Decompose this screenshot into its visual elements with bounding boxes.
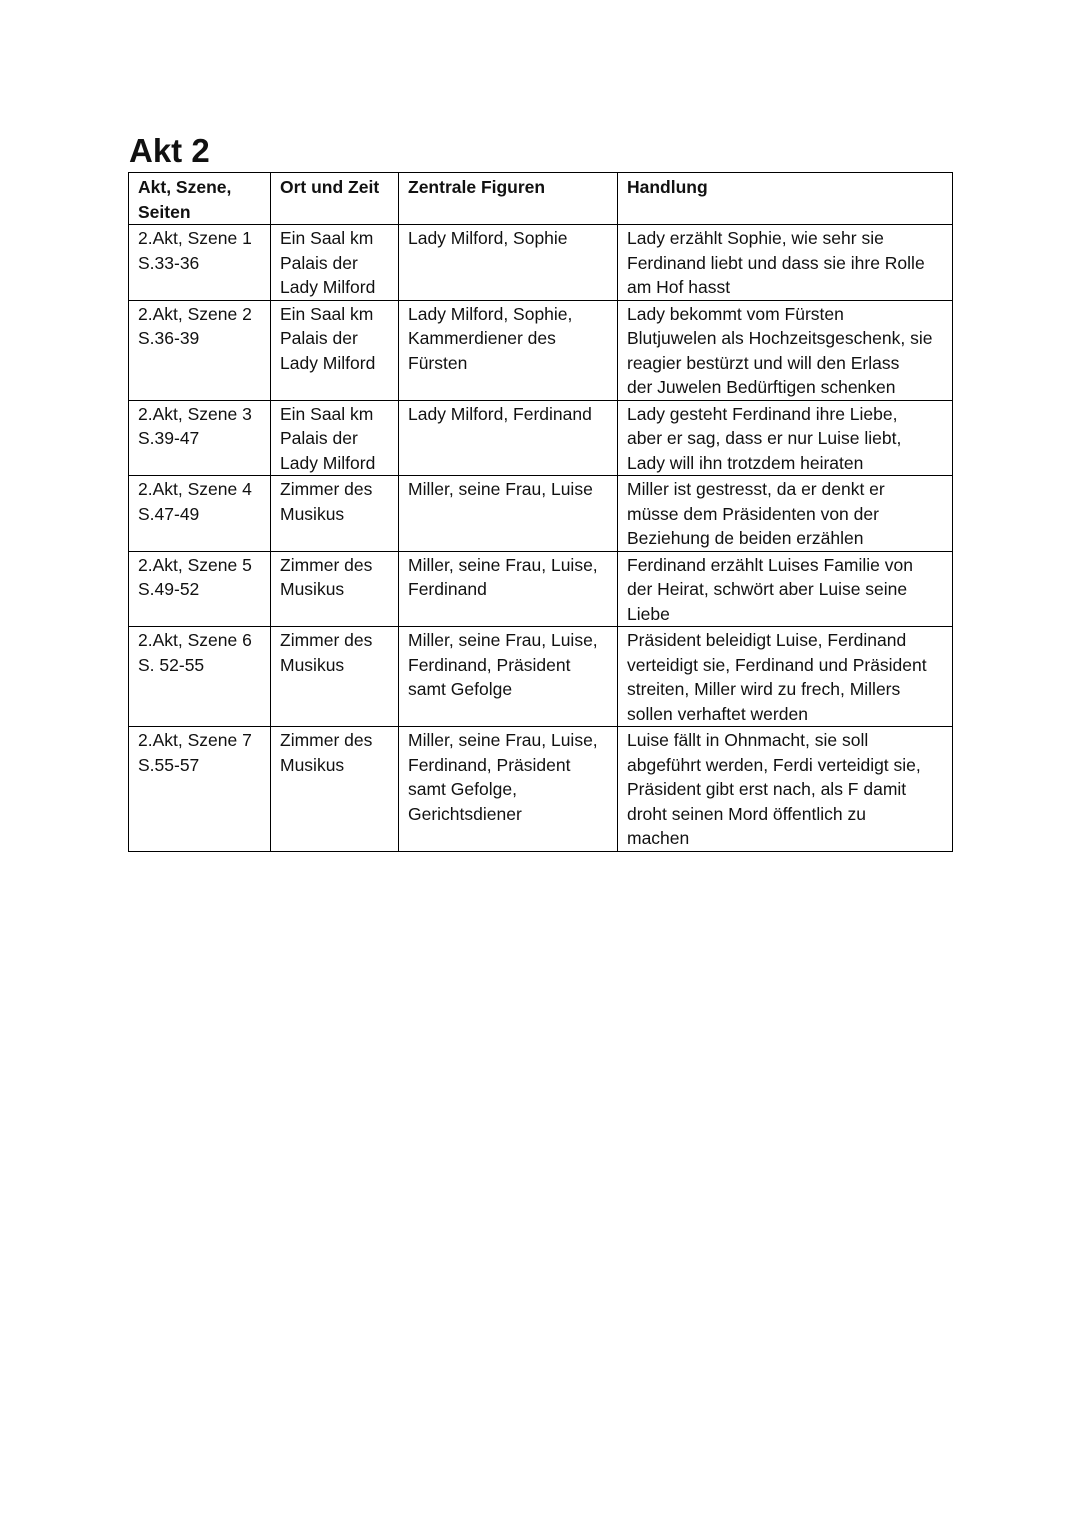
cell-figures <box>399 476 618 552</box>
cell-plot-line: verteidigt sie, Ferdinand und Präsident <box>627 654 927 675</box>
cell-place <box>271 225 399 301</box>
cell-place <box>271 476 399 552</box>
cell-figures <box>399 727 618 852</box>
cell-place-line: Palais der <box>280 328 358 348</box>
cell-figures-line: Lady Milford, Ferdinand <box>408 403 592 424</box>
cell-plot-line: Ferdinand erzählt Luises Familie von <box>627 554 913 575</box>
cell-plot <box>618 551 953 627</box>
column-header-place-line: Ort und Zeit <box>280 177 380 197</box>
cell-figures-line: Ferdinand <box>408 579 487 599</box>
cell-scene-line: 2.Akt, Szene 2 <box>138 303 252 324</box>
table-header-row <box>129 173 953 225</box>
cell-figures-line: Gerichtsdiener <box>408 803 522 824</box>
cell-scene-line: 2.Akt, Szene 5 <box>138 554 252 575</box>
column-header-scene-line: Akt, Szene, <box>138 177 232 197</box>
cell-plot-line: machen <box>627 828 690 848</box>
cell-plot-line: Luise fällt in Ohnmacht, sie soll <box>627 730 869 750</box>
cell-figures-line: Lady Milford, Sophie <box>408 228 568 248</box>
cell-place-line: Zimmer des <box>280 479 373 499</box>
cell-plot-line: aber er sag, dass er nur Luise liebt, <box>627 428 902 448</box>
column-header-plot-line: Handlung <box>627 177 708 197</box>
cell-plot-line: müsse dem Präsidenten von der <box>627 503 879 524</box>
cell-scene-line: S.33-36 <box>138 252 200 273</box>
cell-figures <box>399 225 618 301</box>
cell-plot-line: abgeführt werden, Ferdi verteidigt sie, <box>627 754 921 775</box>
cell-place-line: Zimmer des <box>280 554 373 575</box>
cell-plot <box>618 400 953 476</box>
cell-scene-line: S.39-47 <box>138 428 200 448</box>
table-row <box>129 225 953 301</box>
cell-figures-line: Kammerdiener des <box>408 328 556 348</box>
cell-plot-line: der Heirat, schwört aber Luise seine <box>627 579 908 599</box>
cell-place-line: Musikus <box>280 754 345 775</box>
table-row <box>129 551 953 627</box>
cell-plot <box>618 225 953 301</box>
cell-place <box>271 551 399 627</box>
cell-place-line: Musikus <box>280 654 345 675</box>
cell-plot-line: Beziehung de beiden erzählen <box>627 528 864 548</box>
cell-figures-line: Ferdinand, Präsident <box>408 654 571 675</box>
cell-place-line: Musikus <box>280 579 345 599</box>
cell-scene-line: S.47-49 <box>138 503 200 524</box>
cell-figures <box>399 551 618 627</box>
cell-plot-line: Ferdinand liebt und dass sie ihre Rolle <box>627 252 925 273</box>
cell-figures-line: Fürsten <box>408 352 468 373</box>
cell-plot-line: Lady gesteht Ferdinand ihre Liebe, <box>627 403 898 424</box>
cell-scene-line: 2.Akt, Szene 4 <box>138 479 252 499</box>
table-row <box>129 727 953 852</box>
cell-place-line: Musikus <box>280 503 345 524</box>
cell-figures-line: samt Gefolge, <box>408 779 517 799</box>
cell-scene-line: S.49-52 <box>138 579 200 599</box>
cell-plot-line: sollen verhaftet werden <box>627 703 808 724</box>
cell-place-line: Ein Saal km <box>280 403 374 424</box>
cell-plot-line: Präsident gibt erst nach, als F damit <box>627 779 907 799</box>
cell-scene-line: S.36-39 <box>138 328 200 348</box>
cell-plot <box>618 627 953 727</box>
cell-place <box>271 400 399 476</box>
cell-plot <box>618 476 953 552</box>
column-header-figures <box>399 173 618 225</box>
cell-scene <box>129 627 271 727</box>
cell-plot <box>618 727 953 852</box>
cell-plot-line: reagier bestürzt und will den Erlass <box>627 352 900 373</box>
cell-scene-line: 2.Akt, Szene 6 <box>138 630 252 650</box>
cell-scene <box>129 476 271 552</box>
cell-figures-line: Lady Milford, Sophie, <box>408 303 573 324</box>
page-title: Akt 2 <box>129 132 210 169</box>
cell-scene <box>129 551 271 627</box>
table-row <box>129 300 953 400</box>
cell-place-line: Palais der <box>280 428 358 448</box>
cell-figures-line: Miller, seine Frau, Luise, <box>408 630 598 650</box>
cell-figures-line: Ferdinand, Präsident <box>408 754 571 775</box>
cell-plot-line: Präsident beleidigt Luise, Ferdinand <box>627 630 907 650</box>
cell-place-line: Ein Saal km <box>280 228 374 248</box>
cell-place-line: Palais der <box>280 252 358 273</box>
cell-scene-line: 2.Akt, Szene 1 <box>138 228 252 248</box>
cell-place <box>271 727 399 852</box>
column-header-figures-line: Zentrale Figuren <box>408 177 546 197</box>
scene-summary-table <box>128 172 953 852</box>
cell-place-line: Zimmer des <box>280 730 373 750</box>
cell-scene <box>129 727 271 852</box>
cell-scene-line: 2.Akt, Szene 3 <box>138 403 252 424</box>
table-row <box>129 400 953 476</box>
cell-plot-line: am Hof hasst <box>627 277 731 297</box>
cell-figures-line: samt Gefolge <box>408 679 513 699</box>
table-row <box>129 627 953 727</box>
cell-scene <box>129 400 271 476</box>
cell-plot-line: Blutjuwelen als Hochzeitsgeschenk, sie <box>627 328 933 348</box>
cell-place-line: Lady Milford <box>280 277 376 297</box>
cell-scene-line: S. 52-55 <box>138 654 205 675</box>
cell-figures-line: Miller, seine Frau, Luise, <box>408 554 598 575</box>
cell-place-line: Ein Saal km <box>280 303 374 324</box>
cell-scene-line: 2.Akt, Szene 7 <box>138 730 252 750</box>
cell-figures-line: Miller, seine Frau, Luise <box>408 479 593 499</box>
cell-plot-line: Miller ist gestresst, da er denkt er <box>627 479 885 499</box>
cell-plot <box>618 300 953 400</box>
column-header-scene <box>129 173 271 225</box>
cell-scene <box>129 300 271 400</box>
cell-place <box>271 627 399 727</box>
cell-figures <box>399 627 618 727</box>
cell-plot-line: droht seinen Mord öffentlich zu <box>627 803 866 824</box>
cell-place-line: Lady Milford <box>280 452 376 473</box>
cell-place <box>271 300 399 400</box>
cell-scene-line: S.55-57 <box>138 754 200 775</box>
cell-scene <box>129 225 271 301</box>
column-header-place <box>271 173 399 225</box>
cell-plot-line: Lady will ihn trotzdem heiraten <box>627 452 864 473</box>
cell-plot-line: der Juwelen Bedürftigen schenken <box>627 377 896 397</box>
cell-place-line: Zimmer des <box>280 630 373 650</box>
column-header-plot <box>618 173 953 225</box>
cell-plot-line: Liebe <box>627 603 670 624</box>
cell-plot-line: Lady erzählt Sophie, wie sehr sie <box>627 228 884 248</box>
cell-figures-line: Miller, seine Frau, Luise, <box>408 730 598 750</box>
cell-plot-line: Lady bekommt vom Fürsten <box>627 303 844 324</box>
cell-plot-line: streiten, Miller wird zu frech, Millers <box>627 679 901 699</box>
cell-place-line: Lady Milford <box>280 352 376 373</box>
cell-figures <box>399 300 618 400</box>
column-header-scene-line: Seiten <box>138 201 191 222</box>
cell-figures <box>399 400 618 476</box>
table-row <box>129 476 953 552</box>
